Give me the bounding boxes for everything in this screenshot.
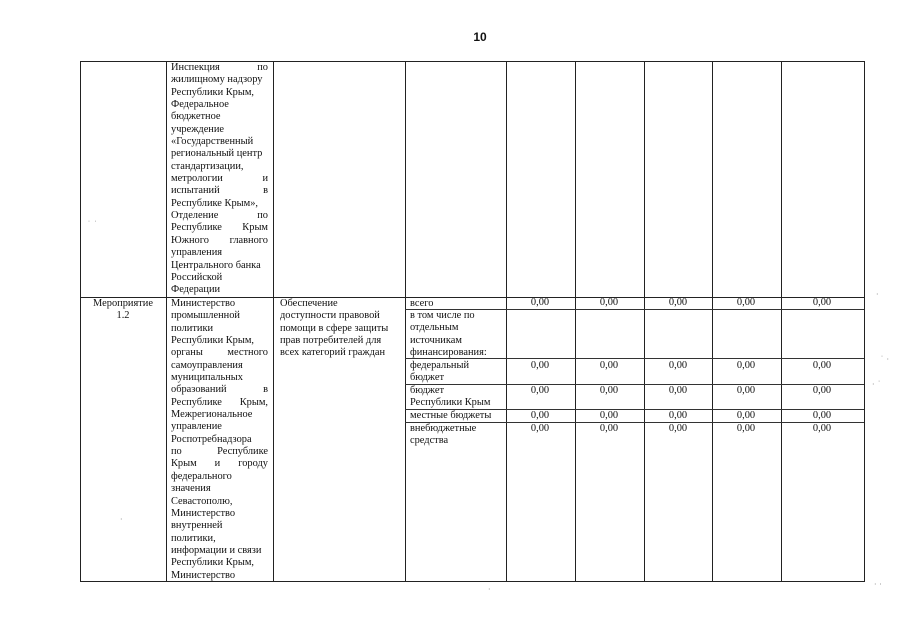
value-cell: 0,00 [812,423,832,434]
text-line: федеральный [410,360,470,371]
value-cell: 0,00 [668,385,688,396]
text-line: Министерство [171,507,236,519]
scan-speck: · [120,515,123,524]
source-label-republic [410,385,506,410]
col-line-0 [80,61,81,582]
value-cell: 0,00 [530,423,550,434]
text-line: прав потребителей для [280,335,382,347]
text-line: в том числе по [410,310,475,321]
value-cell: 0,00 [668,410,688,421]
text-line: самоуправления [171,359,243,371]
text-line: жилищному надзору [171,74,263,86]
value-cell: 0,00 [736,297,756,308]
value-cell: 0,00 [599,297,619,308]
scan-speck: ˙ · [880,355,890,364]
value-cell: 0,00 [736,410,756,421]
text-line: Федерации [171,284,221,296]
value-cell: 0,00 [530,385,550,396]
value-cell: 0,00 [599,360,619,371]
source-label-federal [410,360,504,385]
value-cell: 0,00 [736,423,756,434]
value-cell: 0,00 [668,360,688,371]
text-line: Республики Крым, [171,557,255,569]
value-cell: 0,00 [668,423,688,434]
col-line-6 [644,61,645,582]
value-cell: 0,00 [599,410,619,421]
text-line: бюджет [410,385,445,396]
value-cell: 0,00 [736,385,756,396]
text-line: образований в [171,384,268,396]
value-cell: 0,00 [736,360,756,371]
text-line: политики, [171,532,216,544]
executor-cell [171,298,268,582]
scan-speck: ˙ ˙ [87,220,98,229]
text-line: стандартизации, [171,160,244,172]
text-line: Министерство [171,298,236,309]
text-line: политики [171,322,214,334]
goal-cell [280,298,402,360]
col-line-1 [166,61,167,582]
text-line: Республике Крым, [171,396,268,408]
text-line: Крым и городу [171,458,268,470]
scan-speck: · ˙ [872,380,882,389]
measure-cell [82,298,164,323]
text-line: промышленной [171,310,240,322]
text-line: Республике Крым», [171,197,258,209]
value-cell: 0,00 [668,297,688,308]
text-line: органы местного [171,347,268,359]
scan-speck: · · [874,580,882,589]
source-label-extrabudget [410,423,504,448]
scan-speck: · [876,290,879,299]
source-label-total [410,298,504,310]
col-line-9 [864,61,865,582]
text-line: внебюджетные [410,423,477,434]
value-cell: 0,00 [530,360,550,371]
text-line: информации и связи [171,544,262,556]
value-cell: 0,00 [812,385,832,396]
text-line: бюджетное [171,111,221,123]
text-line: бюджет [410,372,445,384]
text-line: Республике Крым [171,222,268,234]
text-line: Южного главного [171,234,268,246]
text-line: источникам [410,334,462,346]
text-line: финансирования: [410,347,487,359]
text-line: Российской [171,271,223,283]
scan-speck: · [488,585,491,594]
value-cell: 0,00 [812,360,832,371]
text-line: Отделение по [171,210,268,222]
value-cell: 0,00 [812,410,832,421]
value-cell: 0,00 [530,410,550,421]
col-line-5 [575,61,576,582]
text-line: Республики Крым [410,397,491,409]
text-line: метрологии и [171,173,268,185]
text-line: Обеспечение [280,298,338,309]
col-line-8 [781,61,782,582]
text-line: Центрального банка [171,259,261,271]
text-line: Республики Крым, [171,335,255,347]
text-line: Республики Крым, [171,86,255,98]
col-line-4 [506,61,507,582]
source-label-local [410,410,504,422]
text-line: управление [171,421,222,433]
text-line: доступности правовой [280,310,380,322]
source-label-including [410,310,504,359]
text-line: Министерство [171,569,236,581]
text-line: всего [410,298,434,309]
text-line: «Государственный [171,136,254,148]
text-line: средства [410,435,449,447]
value-cell: 0,00 [530,297,550,308]
value-cell: 0,00 [812,297,832,308]
text-line: Инспекция по [171,62,268,73]
col-line-3 [405,61,406,582]
text-line: испытаний в [171,185,268,197]
measure-number: 1.2 [116,310,130,322]
text-line: по Республике [171,446,268,458]
col-line-7 [712,61,713,582]
page-number: 10 [473,30,487,44]
text-line: Роспотребнадзора [171,433,252,445]
text-line: значения [171,483,211,495]
text-line: управления [171,247,223,259]
measure-title: Мероприятие [93,298,153,309]
text-line: помощи в сфере защиты [280,322,389,334]
text-line: федерального [171,470,232,482]
text-line: внутренней [171,520,223,532]
text-line: учреждение [171,123,225,135]
text-line: Межрегиональное [171,409,253,421]
text-line: региональный центр [171,148,263,160]
text-line: Федеральное [171,99,229,111]
value-cell: 0,00 [599,423,619,434]
value-cell: 0,00 [599,385,619,396]
text-line: местные бюджеты [410,410,492,421]
col-line-2 [273,61,274,582]
text-line: отдельным [410,322,459,334]
text-line: Севастополю, [171,495,233,507]
text-line: муниципальных [171,372,243,384]
text-line: всех категорий граждан [280,347,386,359]
prev-executor-cell [171,62,268,297]
